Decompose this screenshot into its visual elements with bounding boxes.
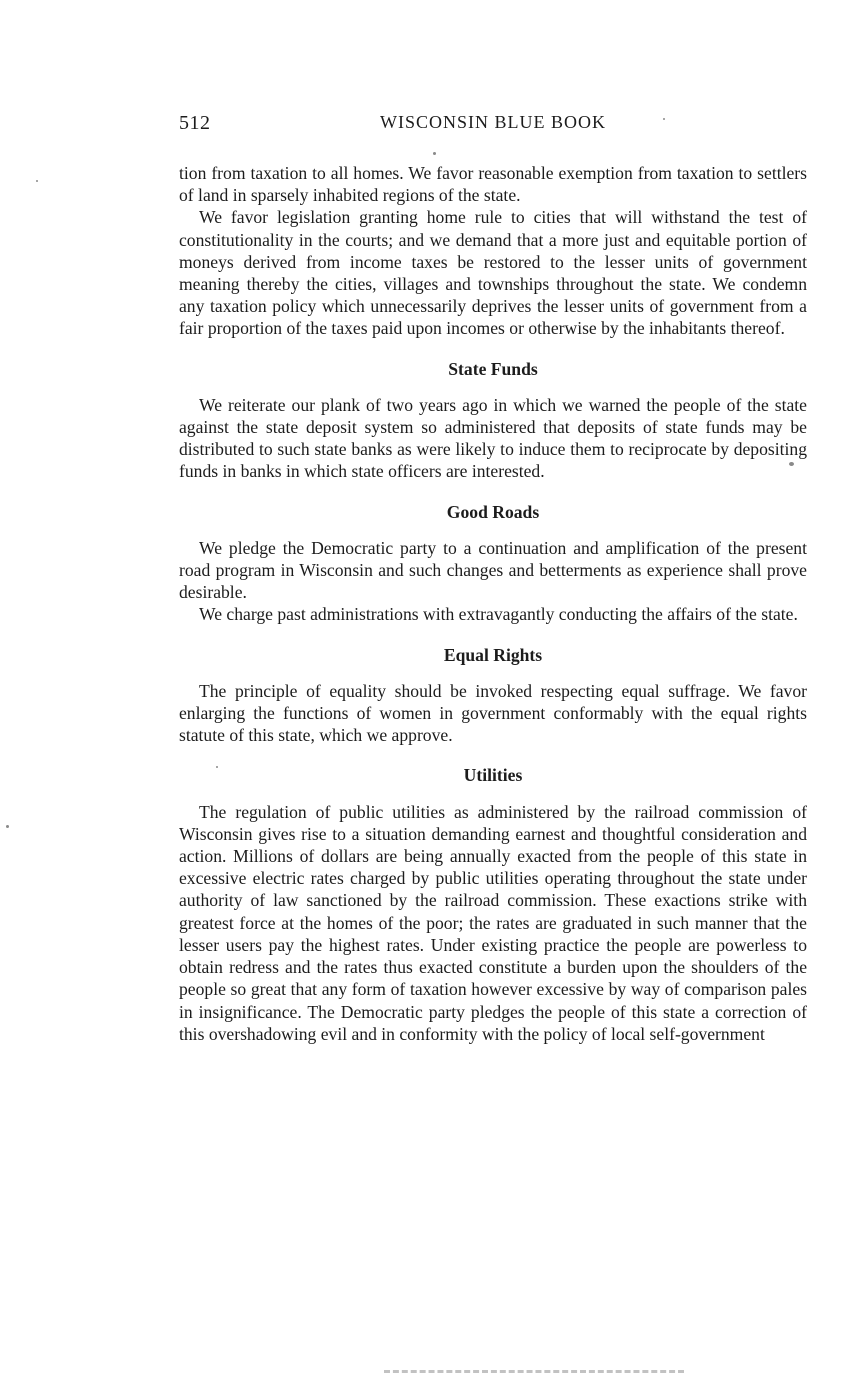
scan-speck	[789, 462, 794, 466]
section-heading-utilities: Utilities	[463, 765, 523, 786]
scan-speck	[6, 825, 9, 828]
page-body	[179, 162, 807, 1045]
scan-speck	[216, 766, 218, 768]
intro-paragraph: tion from taxation to all homes. We favor reasonable exemption from taxation to settlers of land in sparsely inhabited regions of the state.	[179, 163, 807, 206]
good-roads-paragraph: We pledge the Democratic party to a continuation and amplification of the present road program in Wisconsin and such changes and betterments as experience shall prove desirable.	[179, 537, 807, 603]
scan-speck	[663, 118, 665, 120]
running-title: WISCONSIN BLUE BOOK	[380, 112, 606, 132]
page-number: 512	[179, 112, 211, 134]
equal-rights-paragraph: The principle of equality should be invoked respecting equal suffrage. We favor enlarging the functions of women in government conformably with the equal rights statute of this state, which we approve.	[179, 680, 807, 746]
bleed-through-marks	[384, 1370, 684, 1383]
utilities-paragraph: The regulation of public utilities as administered by the railroad commission of Wisconsin gives rise to a situation demanding earnest and thoughtful consideration and action. Millions of dollars are being annually exacted from the people of this state in excessive electric rates charged by public utilities operating throughout the state under authority of law sanctioned by the railroad commission. These exactions strike with greatest force at the homes of the poor; the rates are graduated in such manner that the lesser users pay the highest rates. Under existing practice the people are powerless to obtain redress and the rates thus exacted constitute a burden upon the shoulders of the people so great that any form of taxation however excessive by way of comparison pales in insignificance. The Democratic party pledges the people of this state a correction of this overshadowing evil and in conformity with the policy of local self-government	[179, 801, 807, 1044]
section-heading-state-funds: State Funds	[448, 358, 538, 379]
scan-speck	[36, 180, 38, 182]
section-heading-equal-rights: Equal Rights	[443, 644, 543, 665]
page-header	[179, 112, 807, 138]
home-rule-paragraph: We favor legislation granting home rule to cities that will withstand the test of constitutionality in the courts; and we demand that a more just and equitable portion of moneys derived from income taxes be restored to the lesser units of government meaning thereby the cities, villages and townships throughout the state. We condemn any taxation policy which unnecessarily deprives the lesser units of government from a fair proportion of the taxes paid upon incomes or otherwise by the inhabitants thereof.	[179, 207, 807, 339]
scan-speck	[433, 152, 436, 155]
section-heading-good-roads: Good Roads	[446, 501, 540, 522]
good-roads-paragraph-2: We charge past administrations with extravagantly conducting the affairs of the state.	[199, 604, 798, 625]
state-funds-paragraph: We reiterate our plank of two years ago in which we warned the people of the state against the state deposit system so administered that deposits of state funds may be distributed to such state banks as were likely to induce them to reciprocate by depositing funds in banks in which state officers are interested.	[179, 394, 807, 482]
